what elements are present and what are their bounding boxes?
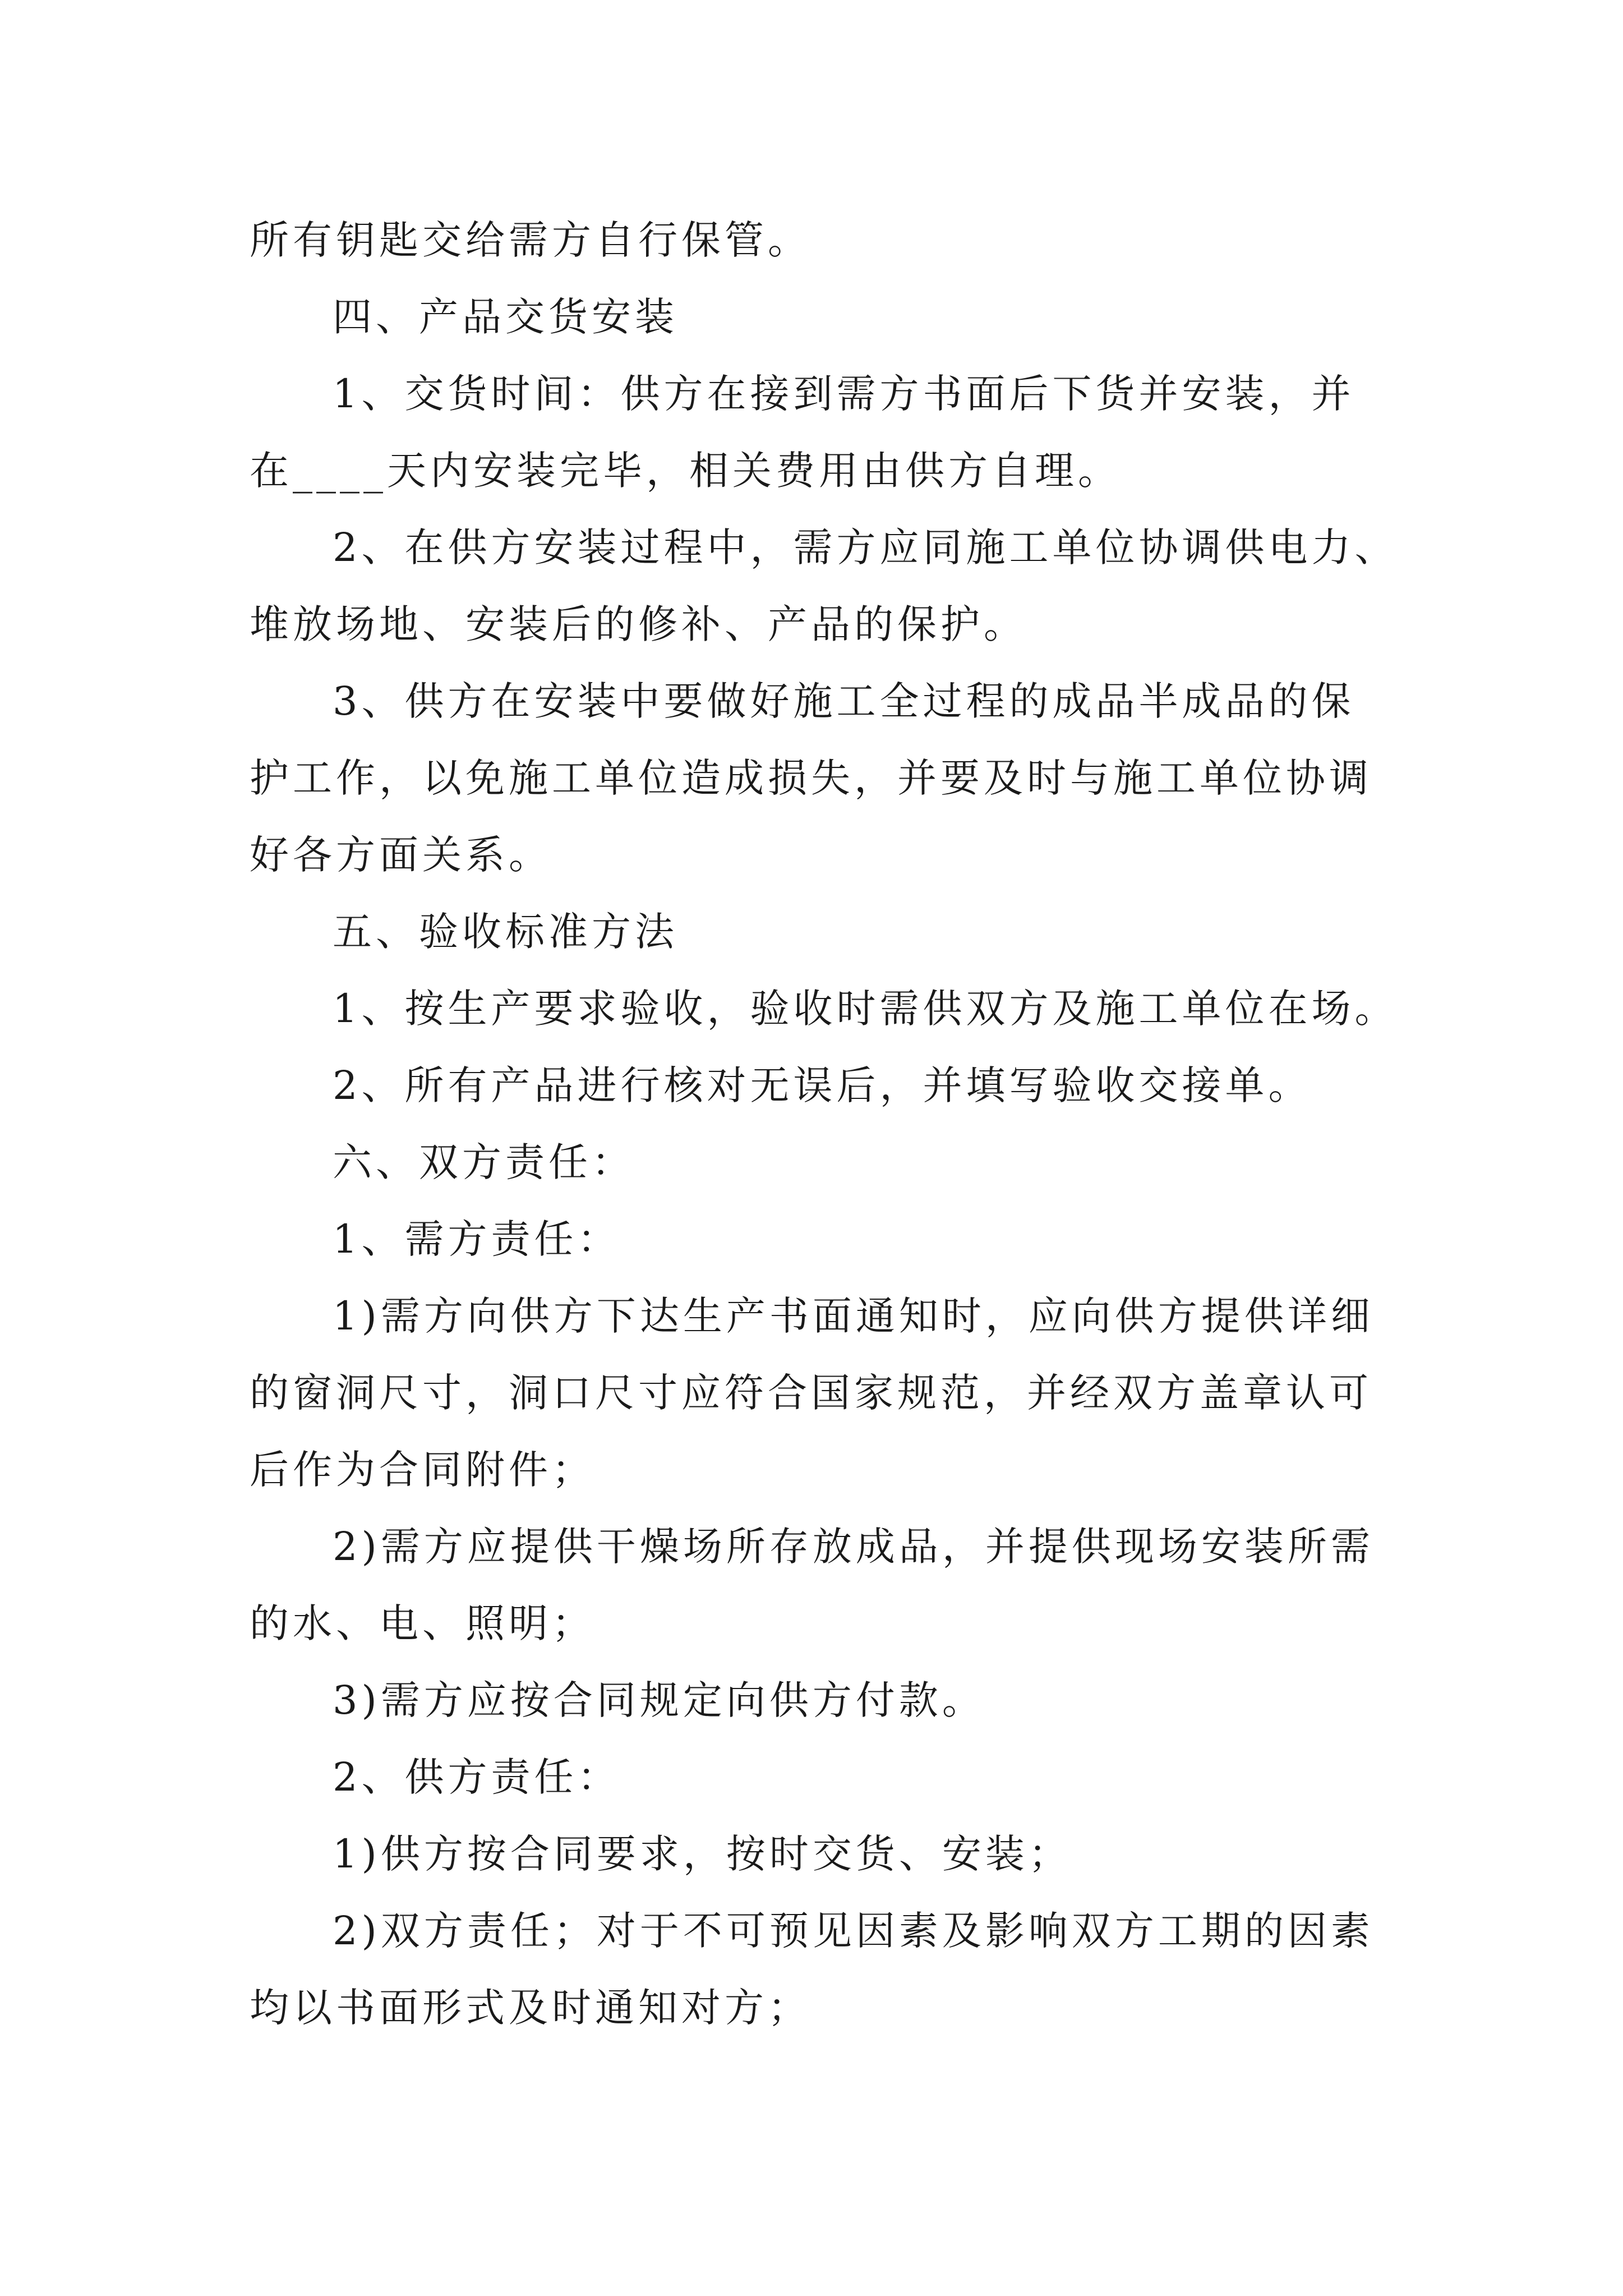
- text-line: 堆放场地、安装后的修补、产品的保护。: [250, 601, 1027, 647]
- text-line: 2、所有产品进行核对无误后，并填写验收交接单。: [333, 1062, 1312, 1108]
- text-line: 护工作，以免施工单位造成损失，并要及时与施工单位协调: [250, 755, 1372, 801]
- text-line: 后作为合同附件；: [250, 1447, 595, 1493]
- text-line: 3)需方应按合同规定向供方付款。: [333, 1677, 985, 1723]
- text-line: 1、按生产要求验收，验收时需供双方及施工单位在场。: [333, 986, 1398, 1032]
- text-line: 的窗洞尺寸，洞口尺寸应符合国家规范，并经双方盖章认可: [250, 1370, 1372, 1416]
- text-line: 1)需方向供方下达生产书面通知时，应向供方提供详细: [333, 1293, 1374, 1339]
- section-heading: 四、产品交货安装: [333, 294, 678, 340]
- text-line: 1、交货时间：供方在接到需方书面后下货并安装，并: [333, 371, 1355, 417]
- text-line: 2)双方责任；对于不可预见因素及影响双方工期的因素: [333, 1908, 1374, 1954]
- document-body: [250, 202, 1405, 2046]
- text-line: 好各方面关系。: [250, 832, 552, 878]
- subsection-heading: 2、供方责任：: [333, 1754, 621, 1800]
- text-line: 所有钥匙交给需方自行保管。: [250, 217, 811, 263]
- text-line: 2)需方应提供干燥场所存放成品，并提供现场安装所需: [333, 1524, 1374, 1570]
- section-heading: 六、双方责任：: [333, 1139, 635, 1185]
- subsection-heading: 1、需方责任：: [333, 1216, 621, 1262]
- text-line: 的水、电、照明；: [250, 1600, 595, 1646]
- text-line: 均以书面形式及时通知对方；: [250, 1985, 811, 2031]
- section-heading: 五、验收标准方法: [333, 909, 678, 955]
- text-line: 2、在供方安装过程中，需方应同施工单位协调供电力、: [333, 524, 1398, 570]
- text-line: 在____天内安装完毕，相关费用由供方自理。: [250, 448, 1121, 494]
- text-line: 1)供方按合同要求，按时交货、安装；: [333, 1831, 1072, 1877]
- text-line: 3、供方在安装中要做好施工全过程的成品半成品的保: [333, 678, 1355, 724]
